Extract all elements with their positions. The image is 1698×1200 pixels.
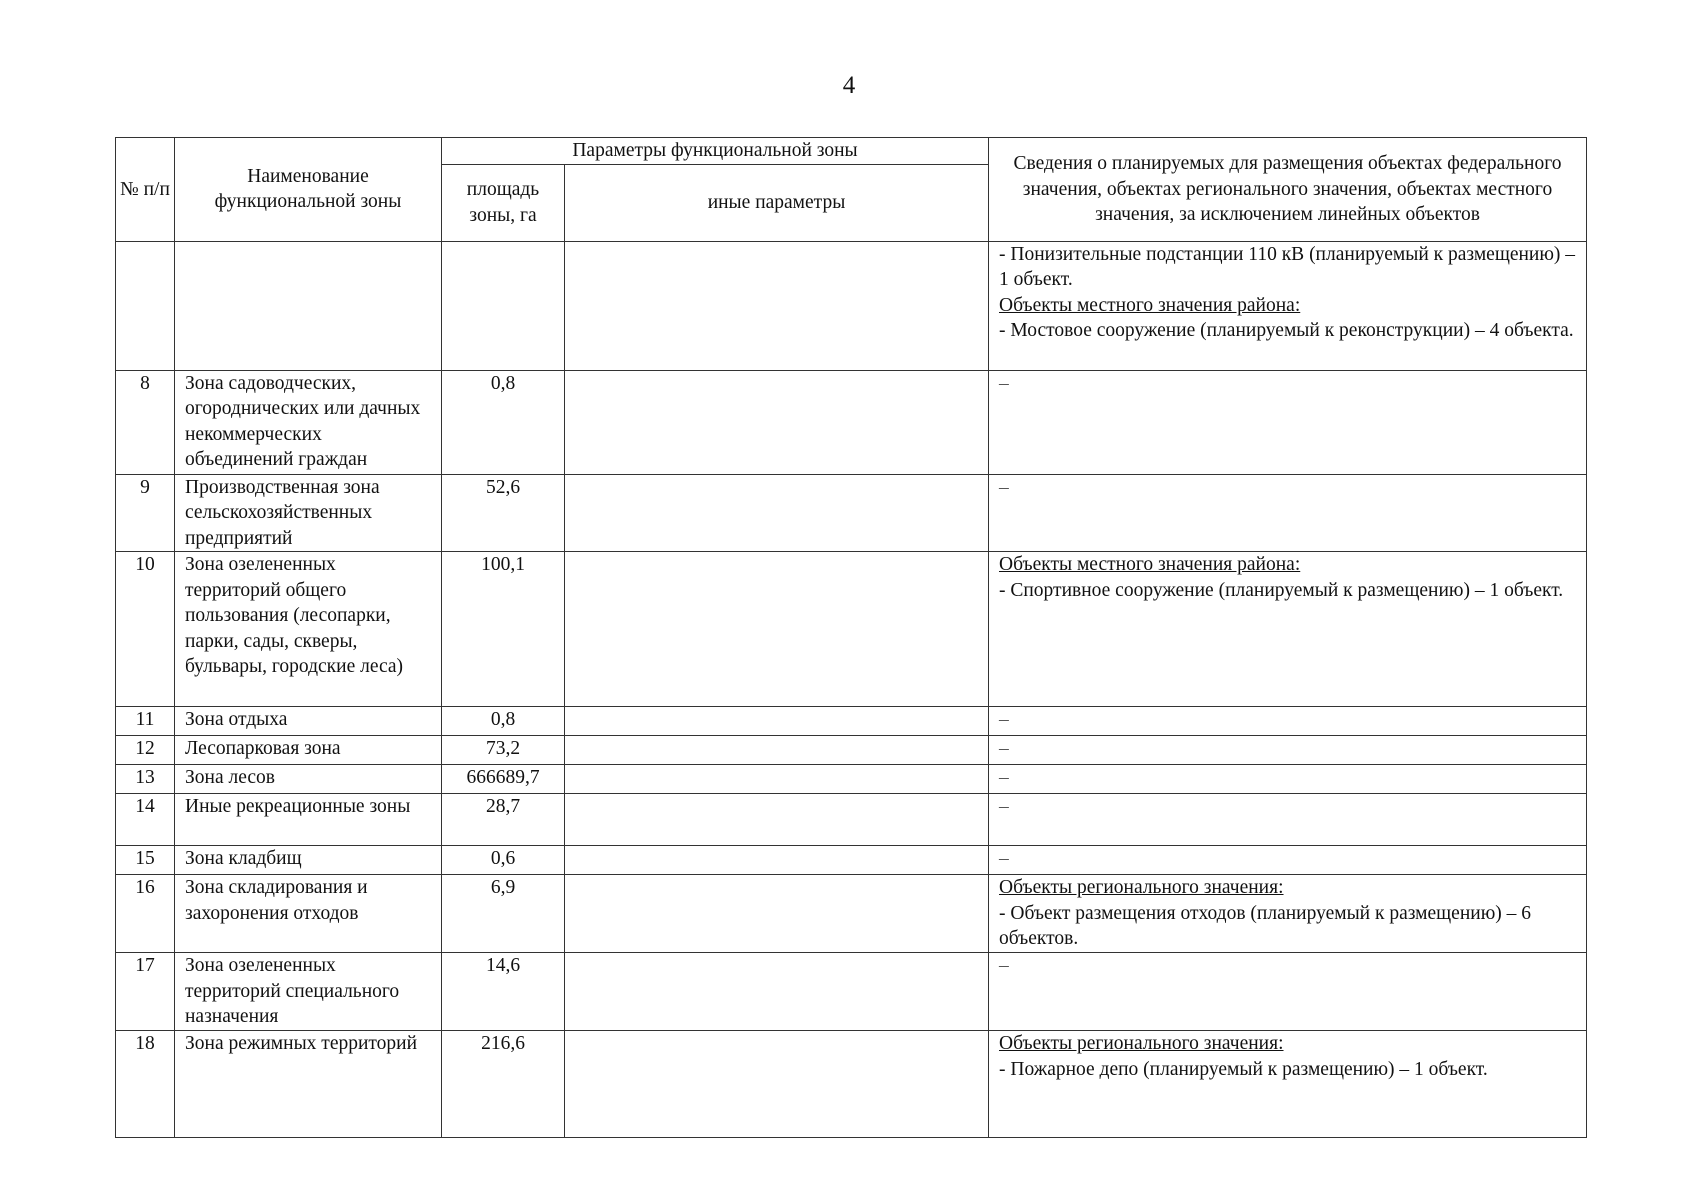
info-line: - Спортивное сооружение (планируемый к размещению) – 1 объект. bbox=[999, 579, 1564, 601]
info-line: - Понизительные подстанции 110 кВ (планируемый к размещению) – 1 объект. bbox=[999, 243, 1576, 290]
cell-num: 11 bbox=[116, 707, 175, 736]
info-heading: Объекты регионального значения: bbox=[999, 877, 1284, 898]
info-dash: – bbox=[999, 955, 1009, 976]
cell-other-params bbox=[565, 1031, 989, 1138]
header-row-1 bbox=[116, 138, 1587, 165]
cell-other-params bbox=[565, 875, 989, 953]
cell-other-params bbox=[565, 765, 989, 794]
cell-other-params bbox=[565, 552, 989, 707]
cell-zone-name: Зона режимных территорий bbox=[175, 1031, 442, 1138]
cell-other-params bbox=[565, 846, 989, 875]
table-row bbox=[116, 875, 1587, 953]
header-num: № п/п bbox=[116, 138, 175, 242]
table-row bbox=[116, 736, 1587, 765]
cell-area: 100,1 bbox=[442, 552, 565, 707]
cell-planned-objects bbox=[989, 370, 1587, 474]
header-zone-name: Наименование функциональной зоны bbox=[175, 138, 442, 242]
header-params-group: Параметры функциональной зоны bbox=[442, 138, 989, 165]
cell-area: 0,8 bbox=[442, 370, 565, 474]
cell-area: 0,8 bbox=[442, 707, 565, 736]
cell-planned-objects bbox=[989, 736, 1587, 765]
cell-num: 12 bbox=[116, 736, 175, 765]
table-row bbox=[116, 1031, 1587, 1138]
cell-zone-name bbox=[175, 241, 442, 370]
cell-planned-objects bbox=[989, 953, 1587, 1031]
cell-area: 52,6 bbox=[442, 474, 565, 552]
cell-other-params bbox=[565, 370, 989, 474]
table-row bbox=[116, 370, 1587, 474]
cell-planned-objects bbox=[989, 552, 1587, 707]
cell-zone-name: Зона лесов bbox=[175, 765, 442, 794]
info-line: - Объект размещения отходов (планируемый к размещению) – 6 объектов. bbox=[999, 902, 1532, 949]
cell-planned-objects bbox=[989, 474, 1587, 552]
cell-area: 0,6 bbox=[442, 846, 565, 875]
cell-planned-objects bbox=[989, 765, 1587, 794]
cell-zone-name: Зона кладбищ bbox=[175, 846, 442, 875]
cell-zone-name: Зона озелененных территорий специального назначения bbox=[175, 953, 442, 1031]
cell-other-params bbox=[565, 794, 989, 846]
info-dash: – bbox=[999, 372, 1009, 394]
cell-zone-name: Производственная зона сельскохозяйственных предприятий bbox=[175, 474, 442, 552]
cell-zone-name: Зона отдыха bbox=[175, 707, 442, 736]
table-row bbox=[116, 794, 1587, 846]
cell-other-params bbox=[565, 707, 989, 736]
cell-planned-objects bbox=[989, 846, 1587, 875]
info-dash: – bbox=[999, 738, 1009, 759]
info-line: - Пожарное депо (планируемый к размещению) – 1 объект. bbox=[999, 1058, 1488, 1080]
cell-area: 73,2 bbox=[442, 736, 565, 765]
cell-other-params bbox=[565, 736, 989, 765]
cell-num bbox=[116, 241, 175, 370]
info-heading: Объекты регионального значения: bbox=[999, 1033, 1284, 1054]
table-row bbox=[116, 953, 1587, 1031]
table-row-continuation bbox=[116, 241, 1587, 370]
table-row bbox=[116, 707, 1587, 736]
info-dash: – bbox=[999, 848, 1009, 869]
table-row bbox=[116, 474, 1587, 552]
cell-area: 666689,7 bbox=[442, 765, 565, 794]
cell-area bbox=[442, 241, 565, 370]
cell-area: 14,6 bbox=[442, 953, 565, 1031]
cell-num: 18 bbox=[116, 1031, 175, 1138]
cell-zone-name: Зона складирования и захоронения отходов bbox=[175, 875, 442, 953]
cell-planned-objects bbox=[989, 707, 1587, 736]
cell-zone-name: Зона садоводческих, огороднических или дачных некоммерческих объединений граждан bbox=[175, 370, 442, 474]
info-heading: Объекты местного значения района: bbox=[999, 294, 1301, 316]
cell-num: 14 bbox=[116, 794, 175, 846]
table-row bbox=[116, 765, 1587, 794]
info-dash: – bbox=[999, 796, 1009, 817]
table-row bbox=[116, 552, 1587, 707]
info-dash: – bbox=[999, 709, 1009, 730]
cell-other-params bbox=[565, 474, 989, 552]
cell-zone-name: Иные рекреационные зоны bbox=[175, 794, 442, 846]
cell-planned-objects bbox=[989, 875, 1587, 953]
cell-num: 17 bbox=[116, 953, 175, 1031]
cell-zone-name: Лесопарковая зона bbox=[175, 736, 442, 765]
cell-planned-objects bbox=[989, 1031, 1587, 1138]
cell-num: 13 bbox=[116, 765, 175, 794]
header-other-params: иные параметры bbox=[565, 164, 989, 241]
cell-planned-objects bbox=[989, 794, 1587, 846]
cell-other-params bbox=[565, 953, 989, 1031]
header-planned-objects: Сведения о планируемых для размещения объектах федерального значения, объектах регионального значения, объектах местного значения, за исключением линейных объектов bbox=[989, 138, 1587, 242]
functional-zones-table bbox=[115, 137, 1587, 1138]
cell-num: 16 bbox=[116, 875, 175, 953]
info-dash: – bbox=[999, 767, 1009, 788]
cell-area: 28,7 bbox=[442, 794, 565, 846]
cell-zone-name: Зона озелененных территорий общего пользования (лесопарки, парки, сады, скверы, бульвары, городские леса) bbox=[175, 552, 442, 707]
info-dash: – bbox=[999, 476, 1009, 498]
table-row bbox=[116, 846, 1587, 875]
info-line: - Мостовое сооружение (планируемый к реконструкции) – 4 объекта. bbox=[999, 320, 1574, 341]
cell-area: 6,9 bbox=[442, 875, 565, 953]
cell-num: 9 bbox=[116, 474, 175, 552]
cell-num: 15 bbox=[116, 846, 175, 875]
cell-planned-objects bbox=[989, 241, 1587, 370]
cell-other-params bbox=[565, 241, 989, 370]
page-number: 4 bbox=[842, 72, 856, 99]
cell-num: 10 bbox=[116, 552, 175, 707]
header-area: площадь зоны, га bbox=[442, 164, 565, 241]
cell-num: 8 bbox=[116, 370, 175, 474]
cell-area: 216,6 bbox=[442, 1031, 565, 1138]
info-heading: Объекты местного значения района: bbox=[999, 554, 1301, 575]
